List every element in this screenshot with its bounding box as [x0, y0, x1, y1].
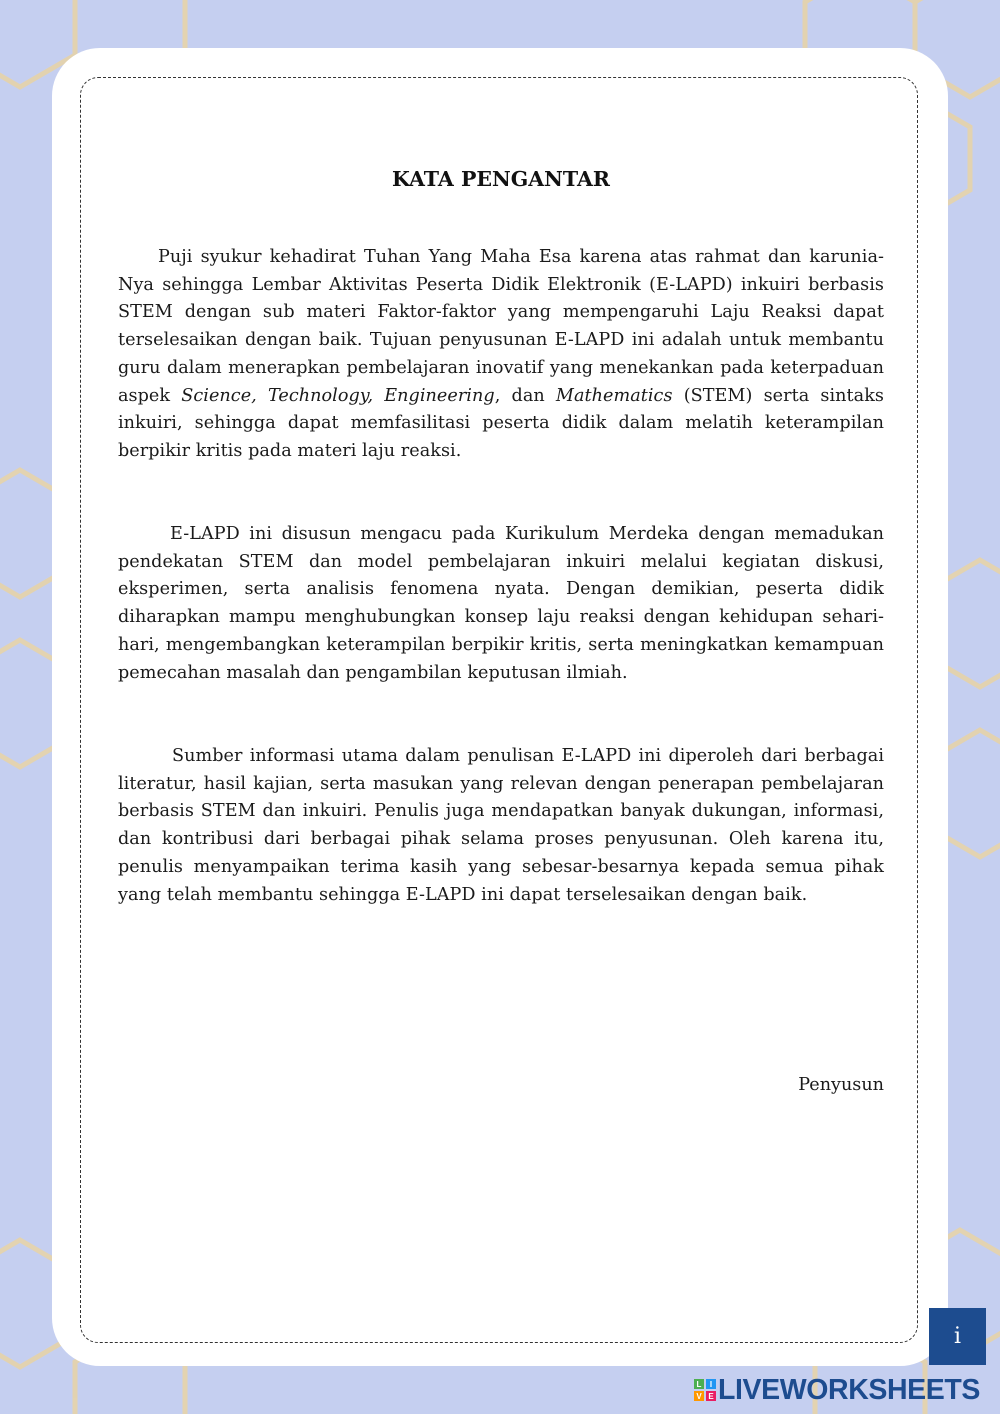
logo-letter-l: L [696, 1380, 702, 1389]
liveworksheets-logo-icon [694, 1379, 716, 1401]
paragraph-1 [118, 244, 884, 466]
paragraph-2 [118, 521, 884, 687]
logo-letter-v: V [696, 1392, 702, 1401]
paragraph-3 [118, 743, 884, 909]
text-run: Sumber informasi utama dalam penulisan E-LAPD ini diperoleh dari berbagai literatur, hasil kajian, serta masukan yang relevan dengan penerapan pembelajaran berbasis STEM dan inkuiri. Penulis juga mendapatkan banyak dukungan, informasi, dan kontribusi dari berbagai pihak selama proses penyusunan. Oleh karena itu, penulis menyampaikan terima kasih yang sebesar-besarnya kepada semua pihak yang telah membantu sehingga E-LAPD ini dapat terselesaikan dengan baik. [118, 746, 884, 905]
text-run: Puji syukur kehadirat Tuhan Yang Maha Esa karena atas rahmat dan karunia-Nya sehingga Lembar Aktivitas Peserta Didik Elektronik (E-LAPD) inkuiri berbasis STEM dengan sub materi Faktor-faktor yang mempengaruhi Laju Reaksi dapat terselesaikan dengan baik. Tujuan penyusunan E-LAPD ini adalah untuk membantu guru dalam menerapkan pembelajaran inovatif yang menekankan pada keterpaduan aspek [118, 247, 884, 406]
brand-name: LIVEWORKSHEETS [718, 1373, 981, 1406]
signature: Penyusun [798, 1075, 884, 1095]
page-number: i [953, 1324, 962, 1349]
italic-run: Science, Technology, Engineering [181, 385, 495, 406]
logo-letter-e: E [708, 1392, 714, 1401]
page-number-badge [929, 1308, 986, 1365]
italic-run: Mathematics [555, 385, 673, 406]
page-title: KATA PENGANTAR [392, 167, 610, 191]
text-run: , dan [494, 385, 556, 406]
liveworksheets-brand[interactable] [694, 1374, 980, 1406]
logo-letter-i: I [709, 1380, 713, 1389]
text-run: (STEM) serta sintaks inkuiri, sehingga dapat memfasilitasi peserta didik dalam melatih keterampilan berpikir kritis pada materi laju reaksi. [118, 385, 884, 461]
text-run: E-LAPD ini disusun mengacu pada Kurikulum Merdeka dengan memadukan pendekatan STEM dan model pembelajaran inkuiri melalui kegiatan diskusi, eksperimen, serta analisis fenomena nyata. Dengan demikian, peserta didik diharapkan mampu menghubungkan konsep laju reaksi dengan kehidupan sehari-hari, mengembangkan keterampilan berpikir kritis, serta meningkatkan kemampuan pemecahan masalah dan pengambilan keputusan ilmiah. [118, 524, 884, 683]
